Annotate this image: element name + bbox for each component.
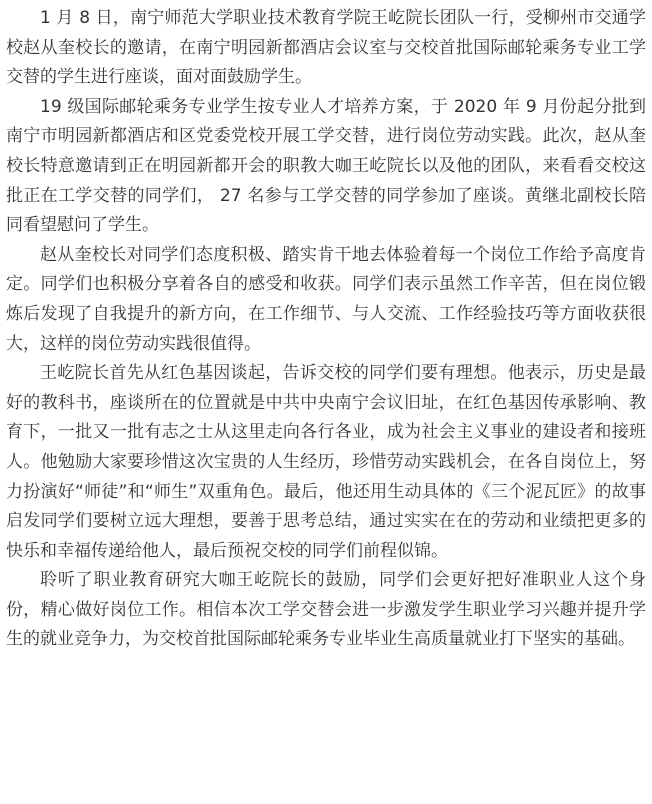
article-paragraph-5: 聆听了职业教育研究大咖王屹院长的鼓励，同学们会更好把好准职业人这个身份，精心做好岗位工作。相信本次工学交替会进一步激发学生职业学习兴趣并提升学生的就业竞争力，为交校首批国际邮轮乘务专业毕业生高质量就业打下坚实的基础。 bbox=[6, 570, 646, 650]
article-paragraph-4: 王屹院长首先从红色基因谈起，告诉交校的同学们要有理想。他表示，历史是最好的教科书，座谈所在的位置就是中共中央南宁会议旧址，在红色基因传承影响、教育下，一批又一批有志之士从这里走向各行各业，成为社会主义事业的建设者和接班人。他勉励大家要珍惜这次宝贵的人生经历，珍惜劳动实践机会，在各自岗位上，努力扮演好“师徒”和“师生”双重角色。最后，他还用生动具体的《三个泥瓦匠》的故事启发同学们要树立远大理想，要善于思考总结，通过实实在在的劳动和业绩把更多的快乐和幸福传递给他人，最后预祝交校的同学们前程似锦。 bbox=[6, 363, 646, 561]
article-paragraph-1: 1 月 8 日，南宁师范大学职业技术教育学院王屹院长团队一行，受柳州市交通学校赵从奎校长的邀请，在南宁明园新都酒店会议室与交校首批国际邮轮乘务专业工学交替的学生进行座谈，面对面鼓励学生。 bbox=[6, 8, 646, 88]
article-paragraph-3: 赵从奎校长对同学们态度积极、踏实肯干地去体验着每一个岗位工作给予高度肯定。同学们也积极分享着各自的感受和收获。同学们表示虽然工作辛苦，但在岗位锻炼后发现了自我提升的新方向，在工作细节、与人交流、工作经验技巧等方面收获很大，这样的岗位劳动实践很值得。 bbox=[6, 244, 646, 354]
article-paragraph-2: 19 级国际邮轮乘务专业学生按专业人才培养方案，于 2020 年 9 月份起分批到南宁市明园新都酒店和区党委党校开展工学交替，进行岗位劳动实践。此次，赵从奎校长特意邀请到正在明园新都开会的职教大咖王屹院长以及他的团队，来看看交校这批正在工学交替的同学们， 27 名参与工学交替的同学参加了座谈。黄继北副校长陪同看望慰问了学生。 bbox=[6, 96, 646, 236]
